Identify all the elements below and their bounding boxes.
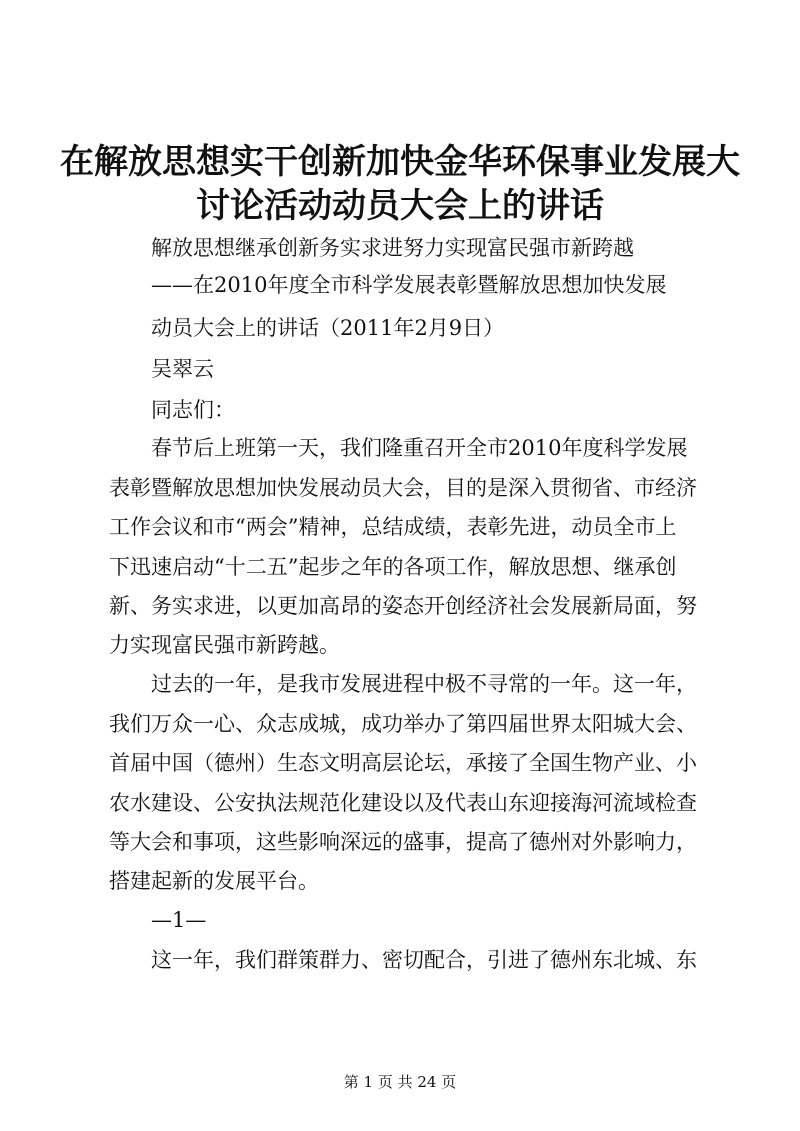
body-line: 搭建起新的发展平台。 — [109, 869, 319, 893]
subtitle: 解放思想继承创新务实求进努力实现富民强市新跨越 — [151, 236, 634, 260]
body-line: 新、务实求进，以更加高昂的姿态开创经济社会发展新局面，努 — [109, 594, 697, 618]
body-line: 力实现富民强市新跨越。 — [109, 633, 340, 657]
inline-page-number: —1— — [151, 908, 207, 932]
body-line: 春节后上班第一天，我们隆重召开全市2010年度科学发展 — [151, 436, 688, 460]
body-line: 下迅速启动“十二五”起步之年的各项工作，解放思想、继承创 — [109, 555, 677, 579]
subtitle-line-3: 动员大会上的讲话（2011年2月9日） — [151, 316, 505, 340]
page-footer: 第 1 页 共 24 页 — [343, 1073, 457, 1091]
body-line: 首届中国（德州）生态文明高层论坛，承接了全国生物产业、小 — [109, 751, 697, 775]
subtitle-line-2: ——在2010年度全市科学发展表彰暨解放思想加快发展 — [151, 273, 667, 297]
body-line: 工作会议和市“两会”精神，总结成绩，表彰先进，动员全市上 — [109, 515, 677, 539]
salutation: 同志们： — [151, 398, 235, 422]
body-line: 表彰暨解放思想加快发展动员大会，目的是深入贯彻省、市经济 — [109, 476, 697, 500]
author: 吴翠云 — [151, 357, 214, 381]
document-title-line-2: 讨论活动动员大会上的讲话 — [196, 186, 604, 226]
body-line: 这一年，我们群策群力、密切配合，引进了德州东北城、东 — [151, 948, 697, 972]
body-line: 农水建设、公安执法规范化建设以及代表山东迎接海河流域检查 — [109, 791, 697, 815]
body-line: 过去的一年，是我市发展进程中极不寻常的一年。这一年， — [151, 672, 697, 696]
document-title-line-1: 在解放思想实干创新加快金华环保事业发展大 — [60, 142, 740, 182]
body-line: 等大会和事项，这些影响深远的盛事，提高了德州对外影响力， — [109, 830, 697, 854]
body-line: 我们万众一心、众志成城，成功举办了第四届世界太阳城大会、 — [109, 712, 697, 736]
